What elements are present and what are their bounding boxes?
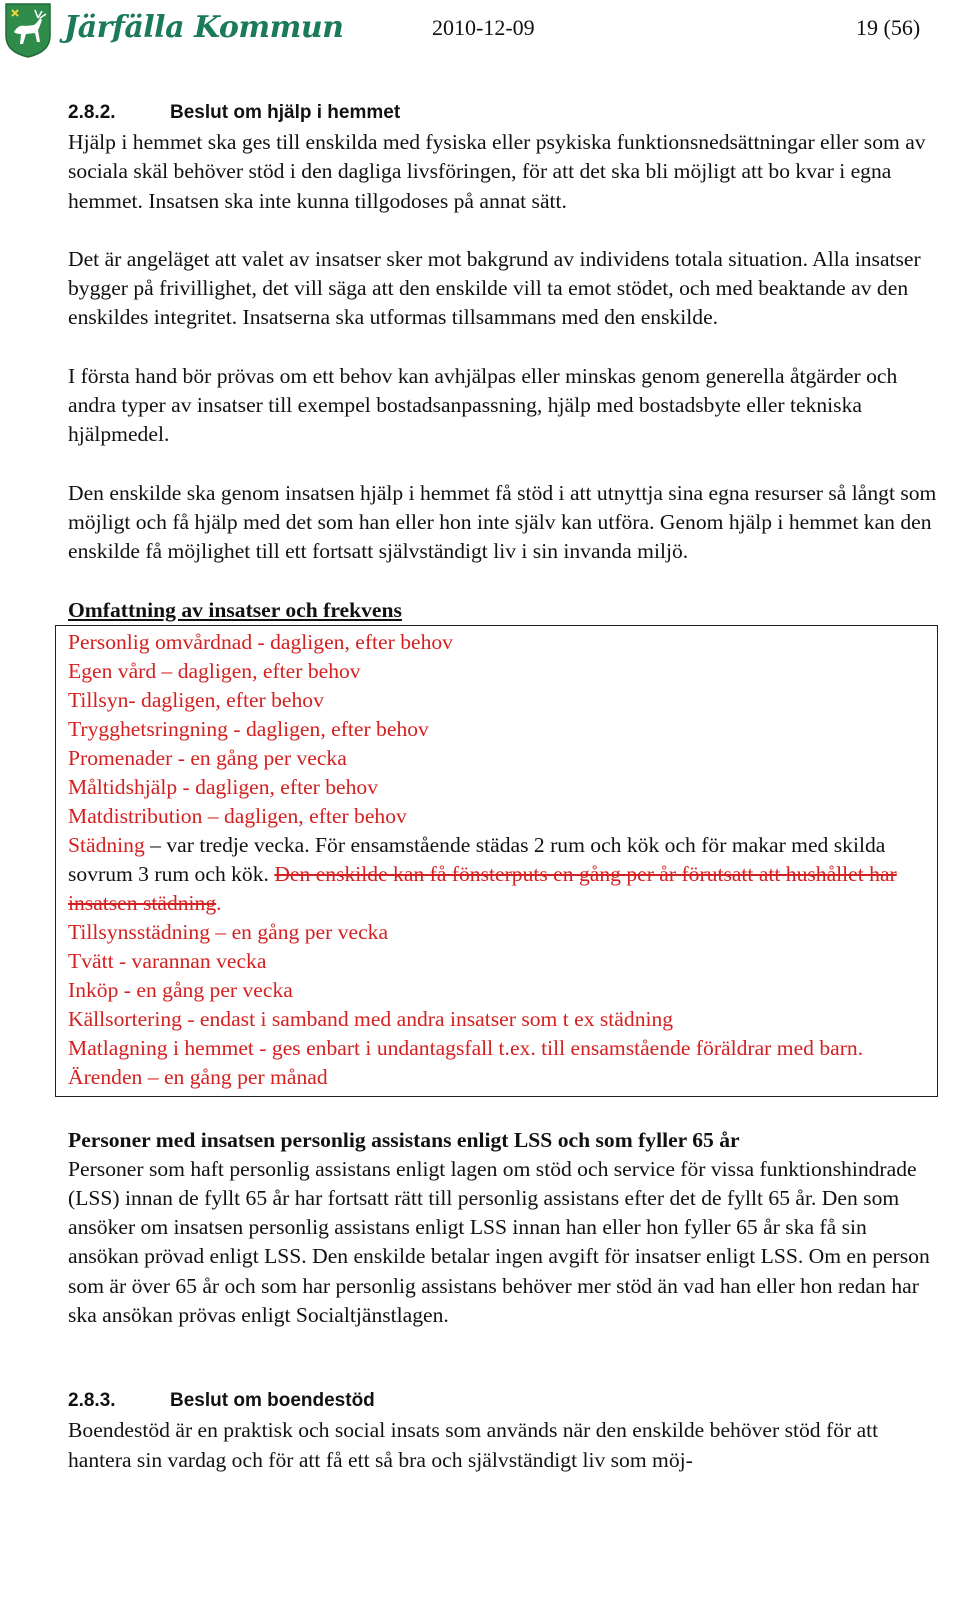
municipal-crest-icon xyxy=(4,2,52,58)
services-box xyxy=(55,625,938,1097)
scope-heading: Omfattning av insatser och frekvens xyxy=(68,597,402,622)
list-item: Ärenden – en gång per månad xyxy=(68,1064,328,1089)
section-title: Beslut om boendestöd xyxy=(170,1390,375,1412)
section-number: 2.8.3. xyxy=(68,1390,116,1412)
list-item: Tillsynsstädning – en gång per vecka xyxy=(68,919,389,944)
logo-wordmark: Järfälla Kommun xyxy=(64,10,344,45)
list-item: Promenader - en gång per vecka xyxy=(68,745,347,770)
list-item: Tillsyn- dagligen, efter behov xyxy=(68,687,324,712)
list-item-cleaning xyxy=(68,831,925,918)
list-item: Egen vård – dagligen, efter behov xyxy=(68,658,361,683)
section-number: 2.8.2. xyxy=(68,102,116,123)
page-number: 19 (56) xyxy=(856,15,921,40)
paragraph: Det är angeläget att valet av insatser sker mot bakgrund av individens totala situation. Alla insatser bygger på frivillighet, det vill säga att den enskilde vill ta emot stödet, och med beaktande av den enskildes integritet. Insatserna ska utformas tillsammans med den enskilde. xyxy=(68,246,921,330)
page-header xyxy=(0,0,960,56)
cleaning-end: . xyxy=(216,890,222,915)
list-item: Måltidshjälp - dagligen, efter behov xyxy=(68,774,379,799)
section-heading-2-8-2 xyxy=(68,100,938,126)
list-item: Matlagning i hemmet - ges enbart i undantagsfall t.ex. till ensamstående föräldrar med barn. xyxy=(68,1035,864,1060)
section-heading-2-8-3 xyxy=(68,1388,938,1414)
paragraph: Boendestöd är en praktisk och social insats som används när den enskilde behöver stöd för att hantera sin vardag och för att få ett så bra och självständigt liv som möj- xyxy=(68,1418,879,1472)
list-item: Matdistribution – dagligen, efter behov xyxy=(68,803,407,828)
section-title: Beslut om hjälp i hemmet xyxy=(170,102,401,123)
paragraph: Den enskilde ska genom insatsen hjälp i hemmet få stöd i att utnyttja sina egna resurser så långt som möjligt och få hjälp med det som han eller hon inte själv kan utföra. Genom hjälp i hemmet kan den enskilde få möjlighet till ett fortsatt självständigt liv i sin invanda miljö. xyxy=(68,480,937,564)
list-item: Tvätt - varannan vecka xyxy=(68,948,267,973)
paragraph: I första hand bör prövas om ett behov kan avhjälpas eller minskas genom generella åtgärder och andra typer av insatser till exempel bostadsanpassning, hjälp med bostadsbyte eller tekniska hjälpmedel. xyxy=(68,363,898,447)
cleaning-label: Städning xyxy=(68,832,145,857)
list-item: Källsortering - endast i samband med andra insatser som t ex städning xyxy=(68,1006,674,1031)
list-item: Trygghetsringning - dagligen, efter behov xyxy=(68,716,429,741)
paragraph: Personer som haft personlig assistans enligt lagen om stöd och service för vissa funktionshindrade (LSS) innan de fyllt 65 år har fortsatt rätt till personlig assistans efter det de fyllt 65 år. Den som ansöker om insatsen personlig assistans enligt LSS innan han eller hon fyller 65 år ska få sin ansökan prövad enligt LSS. Den enskilde betalar ingen avgift för insatser enligt LSS. Om en person som är över 65 år och som har personlig assistans behöver mer stöd än vad han eller hon redan har ska ansökan prövas enligt Socialtjänstlagen. xyxy=(68,1156,930,1328)
list-item: Personlig omvårdnad - dagligen, efter behov xyxy=(68,629,453,654)
list-item: Inköp - en gång per vecka xyxy=(68,977,293,1002)
document-date: 2010-12-09 xyxy=(432,15,535,40)
struck-text: Den enskilde kan få fönsterputs en gång per år förutsatt att hushållet har insatsen städning xyxy=(68,861,897,915)
document-body xyxy=(68,100,938,1475)
lss-heading: Personer med insatsen personlig assistans enligt LSS och som fyller 65 år xyxy=(68,1127,740,1152)
cleaning-text: – var tredje vecka. För ensamstående städas 2 rum och kök och för makar med skilda sovrum 3 rum och kök. xyxy=(68,832,886,886)
paragraph: Hjälp i hemmet ska ges till enskilda med fysiska eller psykiska funktionsnedsättningar eller som av sociala skäl behöver stöd i den dagliga livsföringen, för att det ska bli möjligt att bo kvar i egna hemmet. Insatsen ska inte kunna tillgodoses på annat sätt. xyxy=(68,130,926,213)
